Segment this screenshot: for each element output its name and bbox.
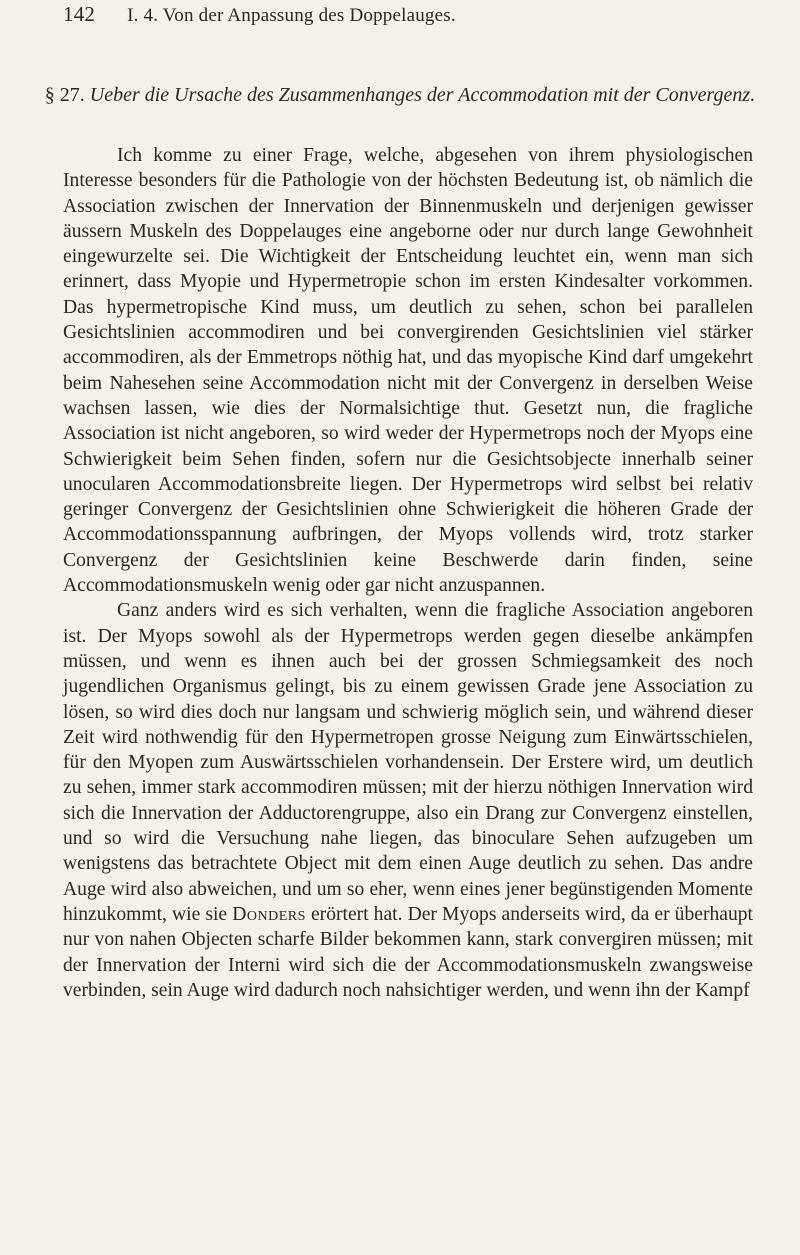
section-title: Ueber die Ursache des Zusammenhanges der Accommodation mit der Convergenz. bbox=[89, 84, 756, 106]
paragraph-1: Ich komme zu einer Frage, welche, abgesehen von ihrem physiologischen Interesse besonders für die Pathologie von der höchsten Bedeutung ist, ob nämlich die Association zwischen der Innervation der Binnenmuskeln und derjenigen gewisser äussern Muskeln des Doppelauges eine angeborne oder nur durch lange Gewohnheit eingewurzelte sei. Die Wichtigkeit der Entscheidung leuchtet ein, wenn man sich erinnert, dass Myopie und Hypermetropie schon im ersten Kindesalter vorkommen. Das hypermetropische Kind muss, um deutlich zu sehen, schon bei parallelen Gesichtslinien accommodiren und bei convergirenden Gesichtslinien viel stärker accommodiren, als der Emmetrops nöthig hat, und das myopische Kind darf umgekehrt beim Nahesehen seine Accommodation nicht mit der Convergenz in derselben Weise wachsen lassen, wie dies der Normalsichtige thut. Gesetzt nun, die fragliche Association ist nicht angeboren, so wird weder der Hypermetrops noch der Myops eine Schwierigkeit beim Sehen finden, sofern nur die Gesichtsobjecte innerhalb seiner unocularen Accommodationsbreite liegen. Der Hypermetrops wird selbst bei relativ geringer Convergenz der Gesichtslinien ohne Schwierigkeit die höheren Grade der Accommodationsspannung aufbringen, der Myops vollends wird, trotz starker Convergenz der Gesichtslinien keine Beschwerde darin finden, seine Accommodationsmuskeln wenig oder gar nicht anzuspannen. bbox=[63, 145, 753, 597]
section-number: § 27. bbox=[44, 84, 85, 106]
running-head-title: I. 4. Von der Anpassung des Doppelauges. bbox=[127, 5, 456, 26]
paragraph-2-after: erörtert hat. Der Myops anderseits wird, da er überhaupt nur von nahen Objecten scharfe Bilder bekommen kann, stark convergiren müssen; mit der Innervation der Interni wird sich die der Accommodationsmuskeln zwangsweise verbinden, sein Auge wird dadurch noch nahsichtiger werden, und wenn ihn der Kampf bbox=[63, 903, 753, 1001]
paragraph-2-before: Ganz anders wird es sich verhalten, wenn die fragliche Association angeboren ist. Der Myops sowohl als der Hypermetrops werden gegen dieselbe ankämpfen müssen, und wenn es ihnen auch bei der grossen Schmiegsamkeit des noch jugendlichen Organismus gelingt, bis zu einem gewissen Grade jene Association zu lösen, so wird dies doch nur langsam und schwierig möglich sein, und während dieser Zeit wird nothwendig für den Hypermetropen grosse Neigung zum Einwärtsschielen, für den Myopen zum Auswärtsschielen vorhandensein. Der Erstere wird, um deutlich zu sehen, immer stark accommodiren müssen; mit der hierzu nöthigen Innervation wird sich die Innervation der Adductorengruppe, also ein Drang zur Convergenz einstellen, und so wird die Versuchung nahe liegen, das binoculare Sehen aufzugeben um wenigstens das betrachtete Object mit dem einen Auge deutlich zu sehen. Das andre Auge wird also abweichen, und um so eher, wenn eines jener begünstigenden Momente hinzukommt, wie sie bbox=[63, 600, 753, 925]
author-name-donders: Donders bbox=[232, 903, 306, 925]
section-heading bbox=[40, 82, 760, 109]
paragraph-2 bbox=[63, 598, 753, 1003]
page-number: 142 bbox=[63, 2, 96, 26]
running-head bbox=[63, 2, 753, 36]
body-text bbox=[63, 143, 753, 1003]
